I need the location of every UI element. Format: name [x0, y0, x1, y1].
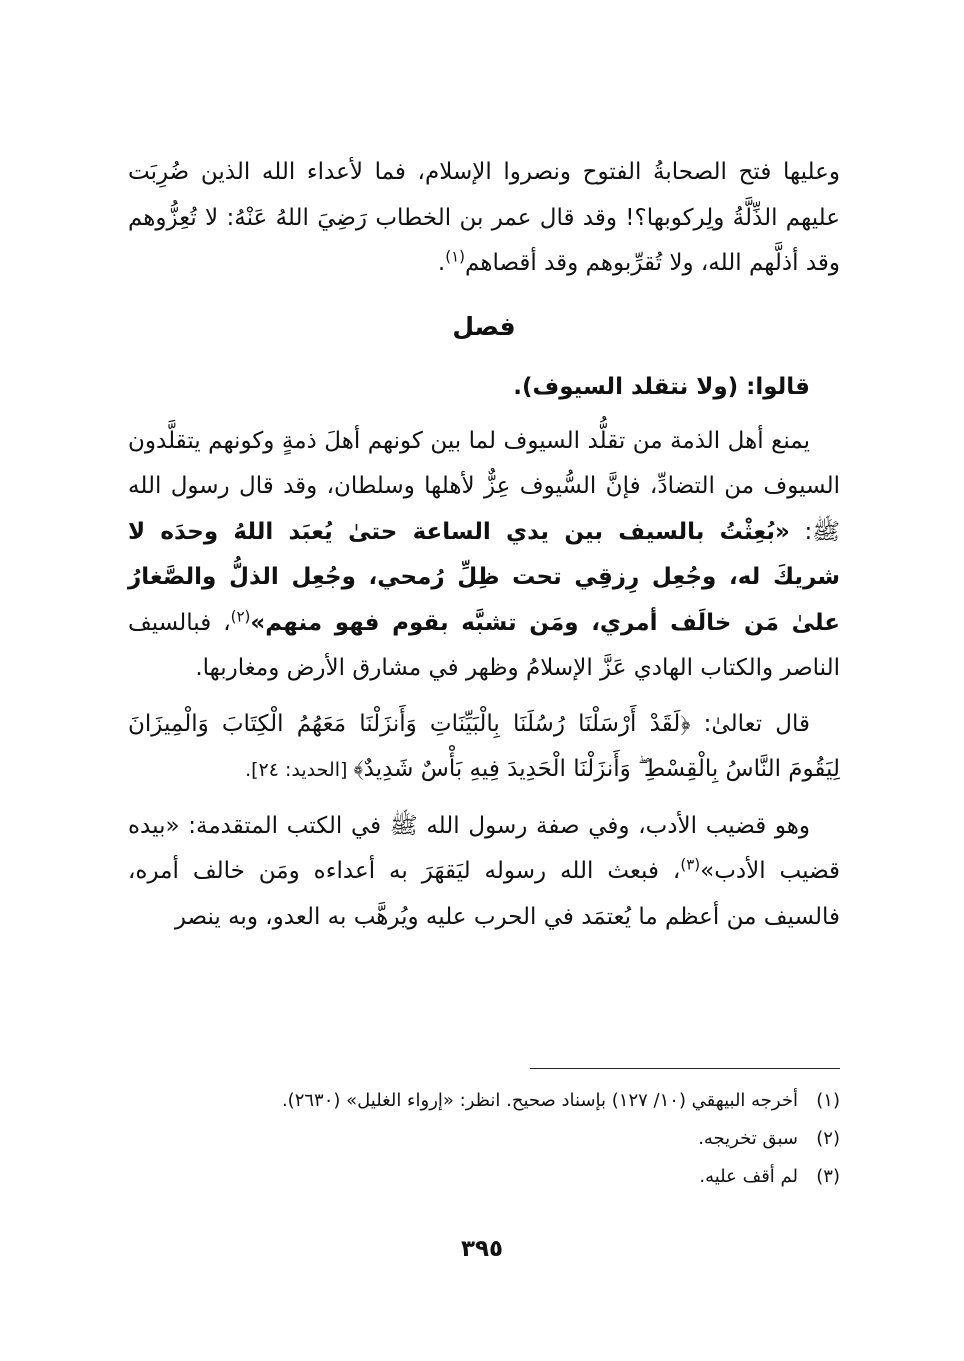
paragraph-2	[128, 419, 840, 692]
paragraph-1-end: .	[437, 250, 446, 276]
quran-verse: ﴿لَقَدْ أَرْسَلْنَا رُسُلَنَا بِالْبَيِّنَاتِ وَأَنزَلْنَا مَعَهُمُ الْكِتَابَ وَالْمِيزَانَ لِيَقُومَ النَّاسُ بِالْقِسْطِ ۖ وَأَنزَلْنَا الْحَدِيدَ فِيهِ بَأْسٌ شَدِيدٌ﴾	[128, 710, 840, 782]
paragraph-4-end: ، فبعث الله رسوله ليَقهَرَ به أعداءه ومَن خالف أمره، فالسيف من أعظم ما يُعتمَد في الحرب عليه ويُرهَّب به العدو، وبه ينصر	[128, 858, 840, 930]
paragraph-4	[128, 804, 840, 941]
footnote-ref-2[interactable]: (٢)	[230, 606, 251, 625]
footnote-text: أخرجه البيهقي (١٠/ ١٢٧) بإسناد صحيح. انظر: «إرواء الغليل» (٢٦٣٠).	[281, 1090, 798, 1111]
footnote-number: (٣)	[816, 1166, 840, 1187]
paragraph-4-text: وهو قضيب الأدب، وفي صفة رسول الله ﷺ في الكتب المتقدمة: «بيده قضيب الأدب»	[128, 812, 841, 884]
footnote-ref-1[interactable]: (١)	[445, 247, 466, 266]
footnotes	[128, 1082, 840, 1196]
footnote-item	[128, 1120, 840, 1158]
paragraph-1	[128, 150, 840, 287]
verse-source: [الحديد: ٢٤].	[245, 759, 354, 781]
paragraph-2-text: يمنع أهل الذمة من تقلُّد السيوف لما بين كونهم أهلَ ذمةٍ وكونهم يتقلَّدون السيوف من التضادِّ، فإنَّ السُّيوف عِزٌّ لأهلها وسلطان، وقد قال رسول الله ﷺ:	[128, 427, 840, 545]
paragraph-3-text: قال تعالىٰ:	[690, 710, 810, 737]
footnote-divider	[530, 1068, 840, 1069]
footnote-item	[128, 1158, 840, 1196]
footnote-ref-3[interactable]: (٣)	[680, 855, 701, 874]
page-body	[128, 150, 840, 940]
paragraph-3	[128, 702, 840, 794]
footnote-number: (٢)	[816, 1128, 840, 1149]
footnote-number: (١)	[816, 1090, 840, 1111]
footnote-text: سبق تخريجه.	[698, 1128, 798, 1149]
section-heading: فصل	[452, 311, 516, 341]
footnote-item	[128, 1082, 840, 1120]
hadith-quote: «بُعِثْتُ بالسيف بين يدي الساعة حتىٰ يُعبَد اللهُ وحدَه لا شريكَ له، وجُعِل رِزقِي تحت ظِلِّ رُمحي، وجُعِل الذلُّ والصَّغارُ علىٰ مَن خالَف أمري، ومَن تشبَّه بقوم فهو منهم»	[128, 518, 841, 636]
paragraph-2-end: ، فبالسيف الناصر والكتاب الهادي عَزَّ الإسلامُ وظهر في مشارق الأرض ومغاربها.	[128, 609, 840, 681]
paragraph-1-text: وعليها فتح الصحابةُ الفتوح ونصروا الإسلام، فما لأعداء الله الذين ضُرِبَت عليهم الذِّلَّةُ ولِركوبها؟! وقد قال عمر بن الخطاب رَضِيَ اللهُ عَنْهُ: لا تُعِزُّوهم وقد أذلَّهم الله، ولا تُقرِّبوهم وقد أقصاهم	[128, 159, 840, 276]
footnote-text: لم أقف عليه.	[699, 1166, 798, 1187]
section-subheading: قالوا: (ولا نتقلد السيوف).	[513, 373, 810, 400]
page-number: ٣٩٥	[460, 1236, 504, 1262]
